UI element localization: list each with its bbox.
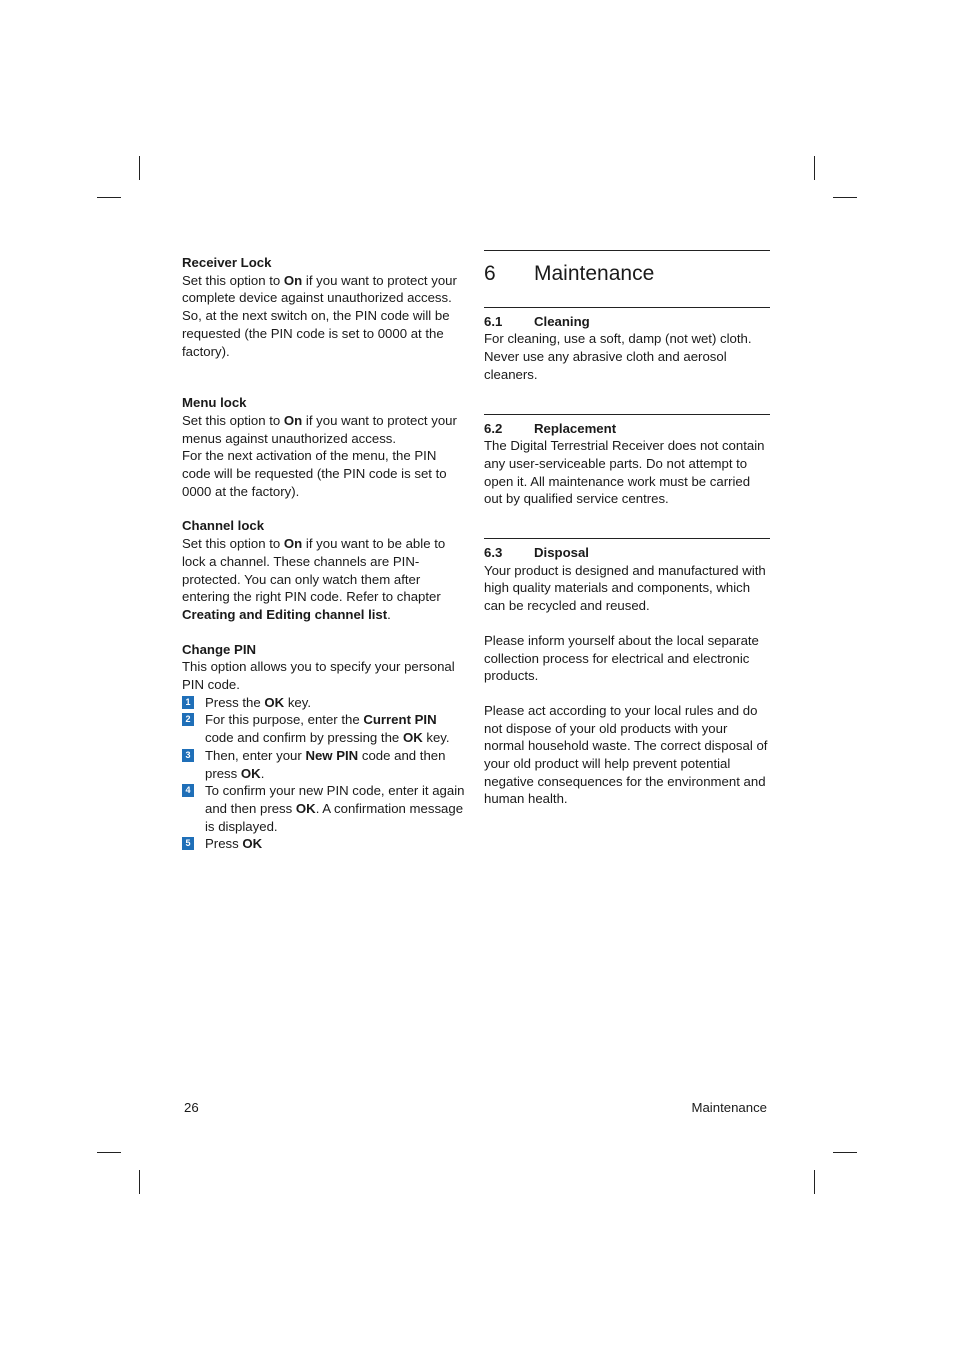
disposal-heading: 6.3 Disposal <box>484 545 589 561</box>
divider <box>484 538 770 539</box>
divider <box>484 250 770 251</box>
change-pin-intro: This option allows you to specify your personal PIN code. <box>182 659 455 693</box>
cleaning-text: For cleaning, use a soft, damp (not wet) cloth. Never use any abrasive cloth and aerosol cleaners. <box>484 331 752 382</box>
divider <box>484 307 770 308</box>
chapter-title: 6 Maintenance <box>484 262 655 285</box>
channel-lock-section <box>182 517 467 623</box>
receiver-lock-text: Set this option to On if you want to protect your complete device against unauthorized access. <box>182 272 457 306</box>
chapter-number: 6 <box>484 262 496 285</box>
menu-lock-section <box>182 394 467 500</box>
page-number: 26 <box>184 1100 199 1115</box>
channel-lock-text: Set this option to On if you want to be able to lock a channel. These channels are PIN-protected. You can only watch them after entering the right PIN code. Refer to chapter Creating and Editing channel list. <box>182 536 446 622</box>
change-pin-steps <box>182 694 467 853</box>
disposal-text-2: Please inform yourself about the local separate collection process for electrical and electronic products. <box>484 632 759 684</box>
menu-lock-heading: Menu lock <box>182 395 247 411</box>
list-item: 2 For this purpose, enter the Current PIN code and confirm by pressing the OK key. <box>182 711 467 746</box>
disposal-section <box>484 538 770 808</box>
receiver-lock-section <box>182 254 467 360</box>
disposal-text-3: Please act according to your local rules and do not dispose of your old products with your normal household waste. The correct disposal of your old product will help prevent potential negative consequences for the environment and human health. <box>484 702 768 807</box>
list-item: 4 To confirm your new PIN code, enter it again and then press OK. A confirmation message is displayed. <box>182 782 467 835</box>
left-column <box>182 254 467 853</box>
disposal-text-1: Your product is designed and manufactured with high quality materials and components, which can be recycled and reused. <box>484 562 766 614</box>
footer-section-title: Maintenance <box>691 1100 767 1115</box>
crop-mark <box>833 1152 857 1153</box>
crop-mark <box>833 197 857 198</box>
step-number-badge: 3 <box>182 749 194 762</box>
change-pin-section <box>182 641 467 853</box>
crop-mark <box>97 197 121 198</box>
receiver-lock-text-2: So, at the next switch on, the PIN code will be requested (the PIN code is set to 0000 at the factory). <box>182 308 450 359</box>
replacement-text: The Digital Terrestrial Receiver does not contain any user-serviceable parts. Do not attempt to open it. All maintenance work must be carried out by qualified service centres. <box>484 438 765 507</box>
step-number-badge: 2 <box>182 713 194 726</box>
crop-mark <box>814 156 815 180</box>
step-number-badge: 4 <box>182 784 194 797</box>
list-item: 5 Press OK <box>182 835 467 853</box>
step-number-badge: 5 <box>182 837 194 850</box>
right-column <box>484 250 770 808</box>
menu-lock-text-2: For the next activation of the menu, the PIN code will be requested (the PIN code is set to 0000 at the factory). <box>182 448 447 499</box>
change-pin-heading: Change PIN <box>182 641 257 657</box>
crop-mark <box>814 1170 815 1194</box>
receiver-lock-heading: Receiver Lock <box>182 255 272 270</box>
crop-mark <box>139 1170 140 1194</box>
list-item: 3 Then, enter your New PIN code and then press OK. <box>182 747 467 782</box>
crop-mark <box>139 156 140 180</box>
step-number-badge: 1 <box>182 696 194 709</box>
list-item: 1 Press the OK key. <box>182 694 467 712</box>
cleaning-section <box>484 307 770 384</box>
channel-lock-heading: Channel lock <box>182 518 265 534</box>
divider <box>484 414 770 415</box>
replacement-heading: 6.2 Replacement <box>484 420 617 436</box>
cleaning-heading: 6.1 Cleaning <box>484 313 590 329</box>
crop-mark <box>97 1152 121 1153</box>
menu-lock-text: Set this option to On if you want to protect your menus against unauthorized access. <box>182 412 457 446</box>
replacement-section <box>484 414 770 509</box>
